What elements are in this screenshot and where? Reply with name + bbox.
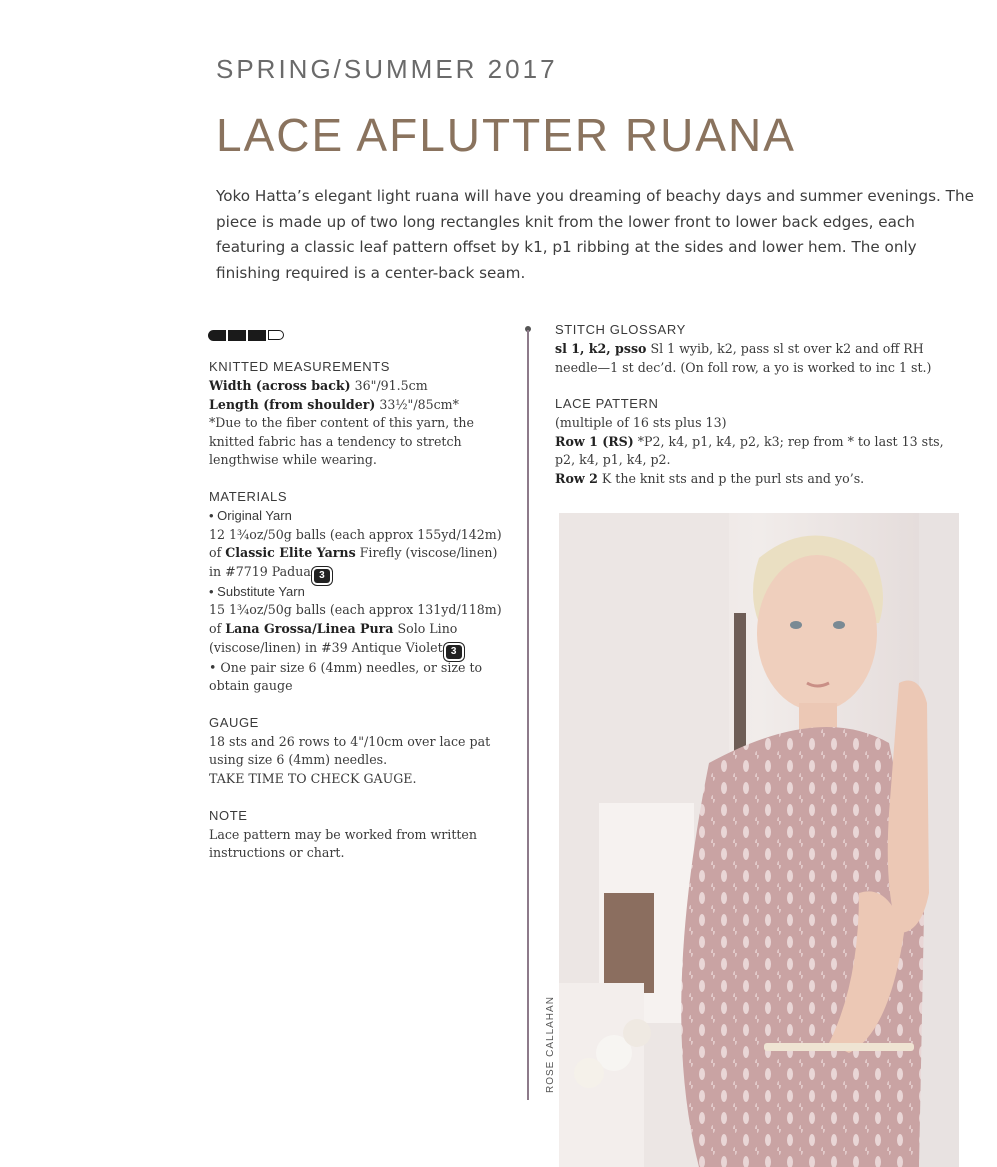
materials-heading: MATERIALS [209, 488, 288, 504]
lace-pattern-row1: Row 1 (RS) *P2, k4, p1, k4, p2, k3; rep from * to last 13 sts, p2, k4, p1, k4, p2. [555, 433, 944, 468]
lace-pattern-section [555, 395, 965, 488]
skill-level-indicator [208, 330, 284, 341]
skill-block-empty [268, 330, 284, 340]
gauge-heading: GAUGE [209, 714, 259, 730]
gauge-text: 18 sts and 26 rows to 4"/10cm over lace pat using size 6 (4mm) needles. [209, 733, 491, 768]
yarn-weight-icon: 3 [446, 645, 462, 659]
materials-section [209, 488, 509, 696]
stitch-glossary-section [555, 321, 965, 377]
measurements-width: Width (across back) 36"/91.5cm [209, 378, 428, 393]
photo-credit: ROSE CALLAHAN [545, 996, 556, 1093]
stitch-glossary-heading: STITCH GLOSSARY [555, 322, 686, 337]
note-section [209, 807, 509, 863]
original-yarn-text: 12 1¾oz/50g balls (each approx 155yd/142m) of Classic Elite Yarns Firefly (viscose/linen) in #7719 Padua 3 [209, 526, 502, 581]
skill-block [228, 330, 246, 341]
season-label: SPRING/SUMMER 2017 [216, 54, 558, 84]
note-text: Lace pattern may be worked from written instructions or chart. [209, 826, 477, 861]
measurements-length: Length (from shoulder) 33½"/85cm* [209, 396, 459, 412]
column-divider [527, 330, 529, 1100]
gauge-section [209, 714, 509, 789]
original-yarn-label: • Original Yarn [209, 507, 292, 523]
gauge-check: TAKE TIME TO CHECK GAUGE. [209, 770, 417, 786]
left-column [209, 358, 509, 881]
intro-paragraph: Yoko Hatta’s elegant light ruana will have you dreaming of beachy days and summer evenings. The piece is made up of two long rectangles knit from the lower front to lower back edges, each featuring a classic leaf pattern offset by k1, p1 ribbing at the sides and lower hem. The only finishing required is a center-back seam. [216, 187, 974, 282]
yarn-weight-icon: 3 [314, 569, 330, 583]
right-column [555, 321, 965, 507]
note-heading: NOTE [209, 807, 248, 823]
skill-block [208, 330, 226, 341]
substitute-yarn-label: • Substitute Yarn [209, 583, 305, 599]
lace-pattern-heading: LACE PATTERN [555, 396, 659, 412]
model-photo [559, 513, 959, 1167]
substitute-yarn-text: 15 1¾oz/50g balls (each approx 131yd/118m) of Lana Grossa/Linea Pura Solo Lino (viscose/linen) in #39 Antique Violet 3 [209, 602, 502, 657]
lace-pattern-multiple: (multiple of 16 sts plus 13) [555, 415, 727, 431]
measurements-section [209, 358, 509, 470]
skill-block [248, 330, 266, 341]
needles-text: • One pair size 6 (4mm) needles, or size to obtain gauge [209, 659, 483, 694]
lace-pattern-row2: Row 2 K the knit sts and p the purl sts and yo’s. [555, 470, 865, 486]
model-illustration [559, 513, 959, 1167]
page-title: LACE AFLUTTER RUANA [216, 109, 796, 161]
stitch-glossary-text: sl 1, k2, psso Sl 1 wyib, k2, pass sl st over k2 and off RH needle—1 st dec’d. (On foll row, a yo is worked to inc 1 st.) [555, 341, 932, 375]
measurements-heading: KNITTED MEASUREMENTS [209, 359, 391, 374]
measurements-note: *Due to the fiber content of this yarn, the knitted fabric has a tendency to stretch lengthwise while wearing. [209, 415, 474, 468]
